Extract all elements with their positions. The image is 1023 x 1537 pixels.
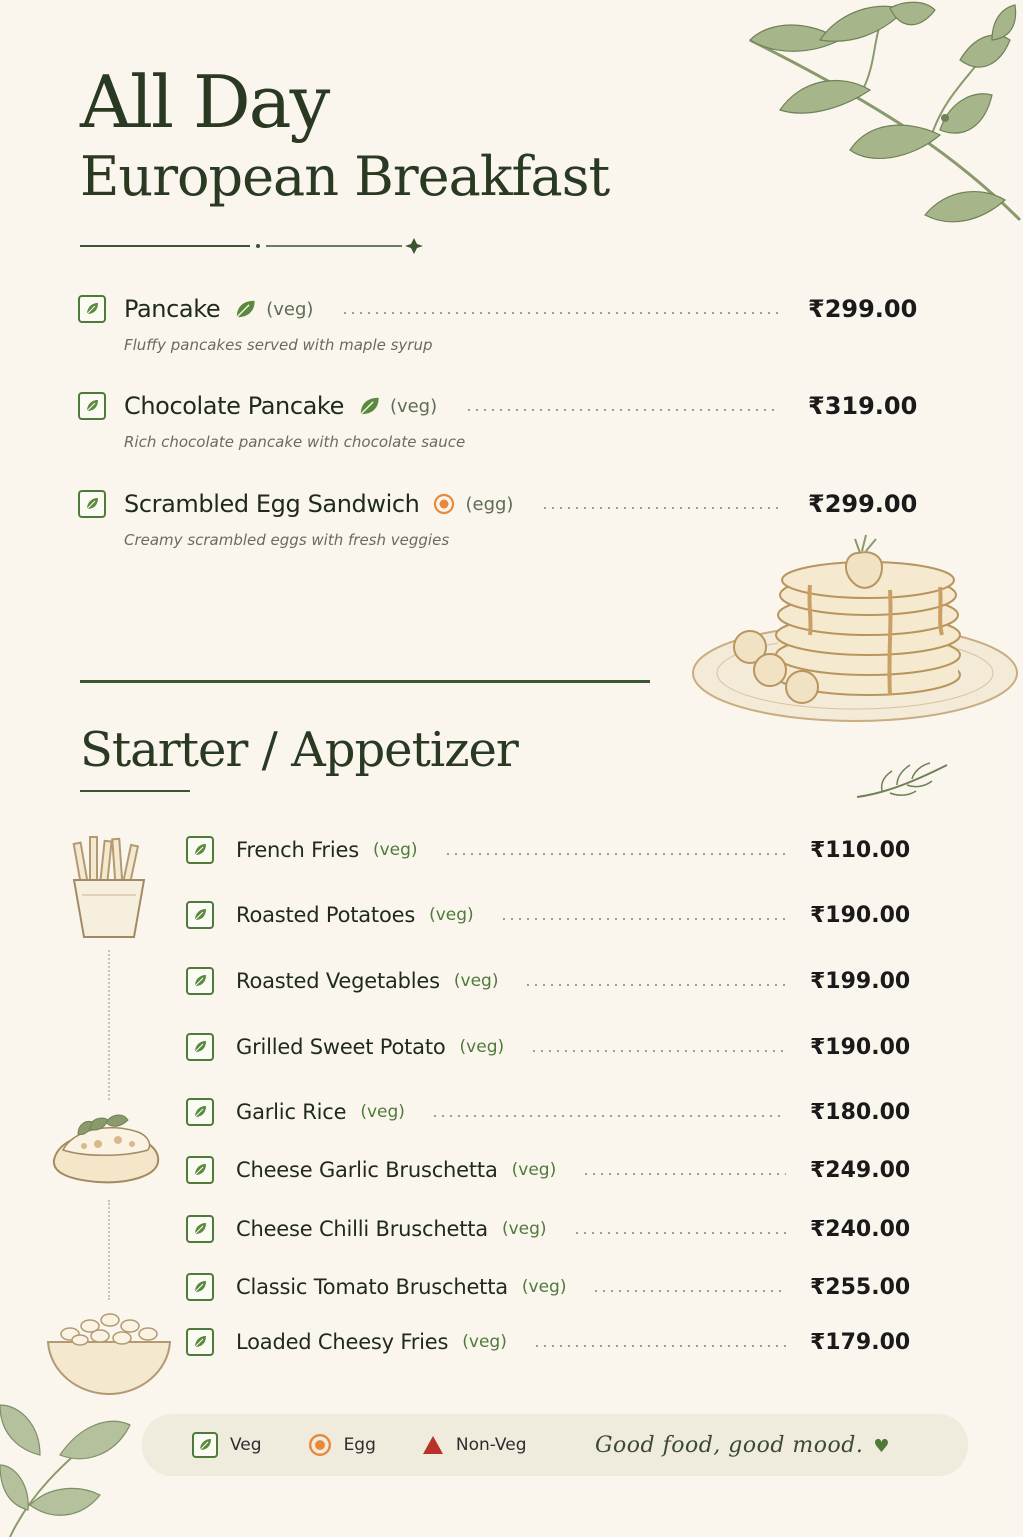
item-price: ₹179.00	[810, 1329, 911, 1355]
item-tag: (egg)	[465, 493, 514, 515]
herb-sprig-decoration	[852, 755, 952, 805]
dot-leader	[341, 312, 778, 314]
dot-leader	[533, 1345, 786, 1347]
egg-icon	[308, 1433, 332, 1457]
timeline-connector	[108, 1200, 110, 1300]
veg-leaf-icon	[186, 1033, 214, 1061]
item-tag: (veg)	[453, 971, 499, 991]
item-name: Cheese Chilli Bruschetta	[236, 1217, 488, 1241]
veg-leaf-icon	[186, 967, 214, 995]
legend-bar	[142, 1414, 968, 1476]
item-price: ₹240.00	[810, 1216, 911, 1242]
item-price: ₹255.00	[810, 1274, 911, 1300]
item-price: ₹190.00	[810, 902, 911, 928]
pasta-bowl-illustration	[40, 1300, 178, 1400]
item-name: Garlic Rice	[236, 1100, 347, 1124]
item-name: Chocolate Pancake	[124, 392, 344, 420]
leaf-icon	[234, 298, 256, 320]
section-divider	[80, 680, 650, 683]
section-title: Starter / Appetizer	[80, 722, 518, 778]
item-tag: (veg)	[429, 905, 474, 925]
tagline	[595, 1433, 890, 1458]
legend-nonveg	[422, 1435, 527, 1455]
menu-item-grilled-sweet-potato	[186, 1030, 911, 1064]
veg-leaf-icon	[186, 836, 214, 864]
veg-leaf-icon	[78, 295, 106, 323]
veg-leaf-icon	[186, 1273, 214, 1301]
item-description: Creamy scrambled eggs with fresh veggies	[124, 531, 450, 549]
dot-leader	[592, 1290, 786, 1292]
menu-item-cheese-garlic-bruschetta	[186, 1153, 911, 1187]
legend-label: Egg	[343, 1435, 376, 1455]
item-price: ₹180.00	[810, 1099, 911, 1125]
item-price: ₹299.00	[808, 490, 918, 518]
item-description: Fluffy pancakes served with maple syrup	[124, 336, 433, 354]
veg-leaf-icon	[186, 1156, 214, 1184]
item-name: Loaded Cheesy Fries	[236, 1330, 449, 1354]
item-name: Cheese Garlic Bruschetta	[236, 1158, 498, 1182]
page-subtitle: European Breakfast	[80, 145, 610, 208]
fries-illustration	[64, 835, 154, 945]
item-name: French Fries	[236, 838, 359, 862]
menu-item-french-fries	[186, 833, 911, 867]
menu-item-roasted-potatoes	[186, 898, 911, 932]
veg-leaf-icon	[78, 392, 106, 420]
veg-leaf-icon	[78, 490, 106, 518]
pancake-illustration	[690, 525, 1023, 740]
dot-leader	[524, 984, 786, 986]
item-tag: (veg)	[462, 1332, 507, 1352]
item-price: ₹199.00	[810, 968, 911, 994]
timeline-connector	[108, 950, 110, 1100]
item-price: ₹249.00	[810, 1157, 911, 1183]
item-price: ₹299.00	[808, 295, 918, 323]
leaf-branch-decoration	[730, 0, 1023, 230]
legend-egg	[308, 1433, 376, 1457]
item-tag: (veg)	[389, 395, 438, 417]
item-name: Classic Tomato Bruschetta	[236, 1275, 508, 1299]
item-name: Grilled Sweet Potato	[236, 1035, 446, 1059]
legend-label: Non-Veg	[455, 1435, 527, 1455]
item-name: Roasted Potatoes	[236, 903, 416, 927]
page-title: All Day	[80, 60, 329, 144]
menu-item-classic-tomato-bruschetta	[186, 1270, 911, 1304]
egg-icon	[433, 493, 455, 515]
leaf-icon	[358, 395, 380, 417]
item-tag: (veg)	[372, 840, 418, 860]
menu-item-loaded-cheesy-fries	[186, 1325, 911, 1359]
section-title-underline	[80, 790, 190, 792]
item-name: Roasted Vegetables	[236, 969, 440, 993]
item-tag: (veg)	[511, 1160, 557, 1180]
dot-leader	[582, 1173, 786, 1175]
item-price: ₹110.00	[810, 837, 911, 863]
heart-icon: ♥	[873, 1435, 890, 1457]
nonveg-triangle-icon	[422, 1435, 444, 1455]
item-tag: (veg)	[501, 1219, 547, 1239]
menu-item-chocolate-pancake	[78, 391, 918, 451]
menu-item-garlic-rice	[186, 1095, 911, 1129]
veg-leaf-icon	[186, 1328, 214, 1356]
dot-leader	[530, 1050, 786, 1052]
dot-leader	[500, 918, 786, 920]
item-price: ₹190.00	[810, 1034, 911, 1060]
dot-leader	[444, 853, 786, 855]
dot-leader	[465, 409, 778, 411]
bruschetta-illustration	[48, 1100, 166, 1190]
legend-veg	[192, 1432, 262, 1458]
item-tag: (veg)	[459, 1037, 505, 1057]
tagline-text: Good food, good mood.	[594, 1432, 864, 1458]
item-description: Rich chocolate pancake with chocolate sauce	[124, 433, 466, 451]
leaf-branch-decoration	[0, 1395, 140, 1537]
veg-leaf-icon	[186, 901, 214, 929]
dot-leader	[573, 1232, 786, 1234]
veg-leaf-icon	[186, 1215, 214, 1243]
item-tag: (veg)	[521, 1277, 567, 1297]
menu-item-pancake	[78, 294, 918, 354]
item-name: Pancake	[124, 295, 221, 323]
veg-leaf-icon	[192, 1432, 218, 1458]
item-tag: (veg)	[360, 1102, 405, 1122]
dot-leader	[431, 1115, 786, 1117]
item-name: Scrambled Egg Sandwich	[124, 490, 420, 518]
item-tag: (veg)	[266, 298, 314, 320]
dot-leader	[541, 507, 778, 509]
menu-item-cheese-chilli-bruschetta	[186, 1212, 911, 1246]
item-price: ₹319.00	[808, 392, 918, 420]
legend-label: Veg	[230, 1435, 262, 1455]
title-divider	[80, 238, 430, 258]
menu-item-roasted-vegetables	[186, 964, 911, 998]
veg-leaf-icon	[186, 1098, 214, 1126]
